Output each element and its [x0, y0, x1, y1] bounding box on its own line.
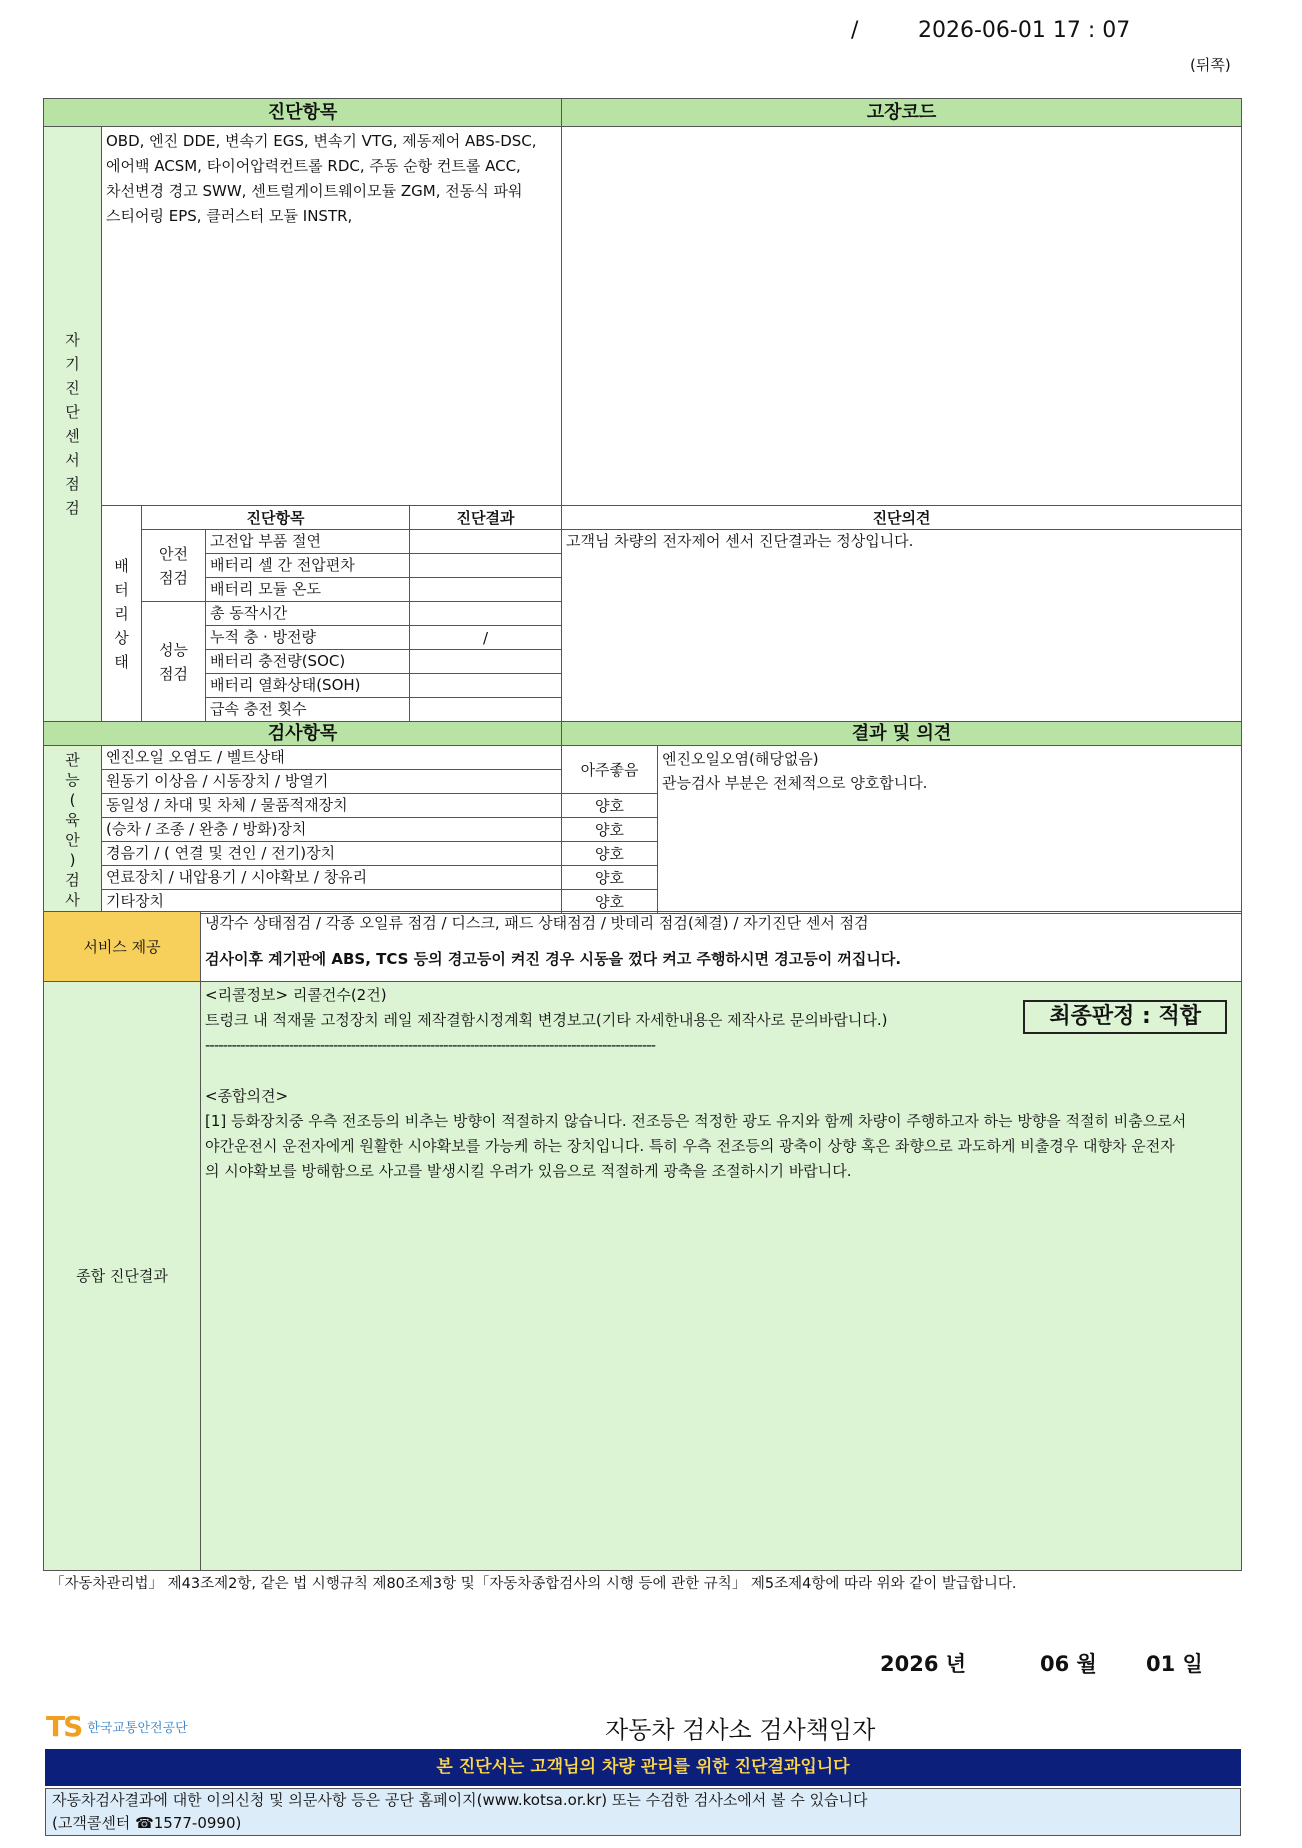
- battery-row-result: [410, 698, 562, 722]
- battery-row-result: [410, 554, 562, 578]
- opinion-line: [1] 등화장치중 우측 전조등의 비추는 방향이 적절하지 않습니다. 전조등은 적정한 광도 유지와 함께 차량이 주행하고자 하는 방향을 적절히 비춤으로서: [205, 1112, 1187, 1130]
- kotsa-logo: [46, 1710, 188, 1743]
- opinion-line: 야간운전시 운전자에게 원활한 시야확보를 가능케 하는 장치입니다. 특히 우측 전조등의 광축이 상향 혹은 좌향으로 과도하게 비출경우 대향차 운전자: [205, 1137, 1175, 1155]
- battery-row-result: [410, 530, 562, 554]
- final-verdict: 최종판정 : 적합: [1023, 1000, 1227, 1034]
- battery-result-header: 진단결과: [410, 506, 562, 530]
- print-datetime: 2026-06-01 17 : 07: [918, 18, 1131, 43]
- service-content: [201, 912, 1242, 982]
- inspection-opinion: 엔진오일오염(해당없음) 관능검사 부분은 전체적으로 양호합니다.: [658, 746, 1242, 914]
- inspection-row-item: 기타장치: [102, 890, 562, 914]
- battery-item-header: 진단항목: [142, 506, 410, 530]
- battery-row-item: 급속 충전 횟수: [206, 698, 410, 722]
- service-warning: 검사이후 계기판에 ABS, TCS 등의 경고등이 켜진 경우 시동을 껐다 켜고 주행하시면 경고등이 꺼집니다.: [205, 950, 902, 968]
- diag-item-header: 진단항목: [44, 99, 562, 127]
- contact-notice: [45, 1788, 1241, 1836]
- battery-opinion-header: 진단의견: [562, 506, 1242, 530]
- inspector-title: 자동차 검사소 검사책임자: [605, 1716, 876, 1744]
- summary-table: [43, 911, 1242, 1571]
- inspection-row-result: 아주좋음: [562, 746, 658, 794]
- battery-row-item: 고전압 부품 절연: [206, 530, 410, 554]
- diag-items-text: OBD, 엔진 DDE, 변속기 EGS, 변속기 VTG, 제동제어 ABS-DSC, 에어백 ACSM, 타이어압력컨트롤 RDC, 주동 순항 컨트롤 ACC, 차선변경 경고 SWW, 센트럴게이트웨이모듈 ZGM, 전동식 파워 스티어링 EPS, 클러스터 모듈 INSTR,: [102, 127, 562, 506]
- inspection-row-result: 양호: [562, 842, 658, 866]
- issue-day: 01 일: [1146, 1652, 1203, 1676]
- diagnosis-banner: 본 진단서는 고객님의 차량 관리를 위한 진단결과입니다: [45, 1749, 1241, 1786]
- inspection-row-item: (승차 / 조종 / 완충 / 방화)장치: [102, 818, 562, 842]
- recall-detail: 트렁크 내 적재물 고정장치 레일 제작결함시정계획 변경보고(기타 자세한내용은 제작사로 문의바랍니다.): [205, 1011, 888, 1029]
- inspection-row-result: 양호: [562, 890, 658, 914]
- safety-check-group: 안전 점검: [142, 530, 206, 602]
- battery-row-item: 배터리 모듈 온도: [206, 578, 410, 602]
- service-label: 서비스 제공: [44, 912, 201, 982]
- inspection-row-result: 양호: [562, 818, 658, 842]
- page-side-label: (뒤쪽): [1190, 56, 1231, 74]
- battery-status-label: 배 터 리 상 태: [102, 506, 142, 722]
- battery-row-result: [410, 578, 562, 602]
- print-header: [0, 18, 1302, 48]
- inspection-row-item: 연료장치 / 내압용기 / 시야확보 / 창유리: [102, 866, 562, 890]
- battery-row-item: 누적 충 · 방전량: [206, 626, 410, 650]
- issue-month: 06 월: [1040, 1652, 1097, 1676]
- legal-notice: 「자동차관리법」 제43조제2항, 같은 법 시행규칙 제80조제3항 및「자동차종합검사의 시행 등에 관한 규칙」 제5조제4항에 따라 위와 같이 발급합니다.: [50, 1576, 1017, 1592]
- inspection-row-item: 동일성 / 차대 및 차체 / 물품적재장치: [102, 794, 562, 818]
- inspection-row-item: 경음기 / ( 연결 및 견인 / 전기)장치: [102, 842, 562, 866]
- performance-check-group: 성능 점검: [142, 602, 206, 722]
- issue-year: 2026 년: [880, 1652, 967, 1676]
- summary-label: 종합 진단결과: [44, 982, 201, 1571]
- inspection-row-item: 원동기 이상음 / 시동장치 / 방열기: [102, 770, 562, 794]
- battery-row-item: 배터리 열화상태(SOH): [206, 674, 410, 698]
- inspection-row-result: 양호: [562, 866, 658, 890]
- battery-row-result: [410, 650, 562, 674]
- summary-content: [201, 982, 1242, 1571]
- notice-line: 자동차검사결과에 대한 이의신청 및 의문사항 등은 공단 홈페이지(www.kotsa.or.kr) 또는 수검한 검사소에서 볼 수 있습니다: [52, 1791, 868, 1809]
- logo-mark: TS: [46, 1710, 82, 1743]
- self-diagnosis-label: 자 기 진 단 센 서 점 검: [44, 127, 102, 722]
- divider-line: ------------------------------------------------------------------------------------------------------: [205, 1036, 656, 1054]
- fault-code-area: [562, 127, 1242, 506]
- logo-text: 한국교통안전공단: [87, 1721, 188, 1736]
- recall-title: <리콜정보> 리콜건수(2건): [205, 986, 387, 1004]
- battery-row-result: [410, 602, 562, 626]
- battery-opinion: 고객님 차량의 전자제어 센서 진단결과는 정상입니다.: [562, 530, 1242, 722]
- inspection-result-header: 결과 및 의견: [562, 722, 1242, 746]
- inspection-item-header: 검사항목: [44, 722, 562, 746]
- battery-row-item: 배터리 충전량(SOC): [206, 650, 410, 674]
- inspection-row-result: 양호: [562, 794, 658, 818]
- battery-row-result: /: [410, 626, 562, 650]
- service-checks: 냉각수 상태점검 / 각종 오일류 점검 / 디스크, 패드 상태점검 / 밧데리 점검(체결) / 자기진단 센서 점검: [205, 914, 869, 932]
- sensory-inspection-label: 관 능 ( 육 안 ) 검 사: [44, 746, 102, 914]
- fault-code-header: 고장코드: [562, 99, 1242, 127]
- header-slash: /: [851, 18, 859, 43]
- inspection-row-item: 엔진오일 오염도 / 벨트상태: [102, 746, 562, 770]
- battery-row-item: 배터리 셀 간 전압편차: [206, 554, 410, 578]
- diagnosis-table: [43, 98, 1242, 914]
- battery-row-item: 총 동작시간: [206, 602, 410, 626]
- battery-row-result: [410, 674, 562, 698]
- opinion-line: 의 시야확보를 방해함으로 사고를 발생시킬 우려가 있음으로 적절하게 광축을 조절하시기 바랍니다.: [205, 1162, 852, 1180]
- opinion-title: <종합의견>: [205, 1087, 289, 1105]
- notice-callcenter: (고객콜센터 ☎1577-0990): [52, 1814, 242, 1832]
